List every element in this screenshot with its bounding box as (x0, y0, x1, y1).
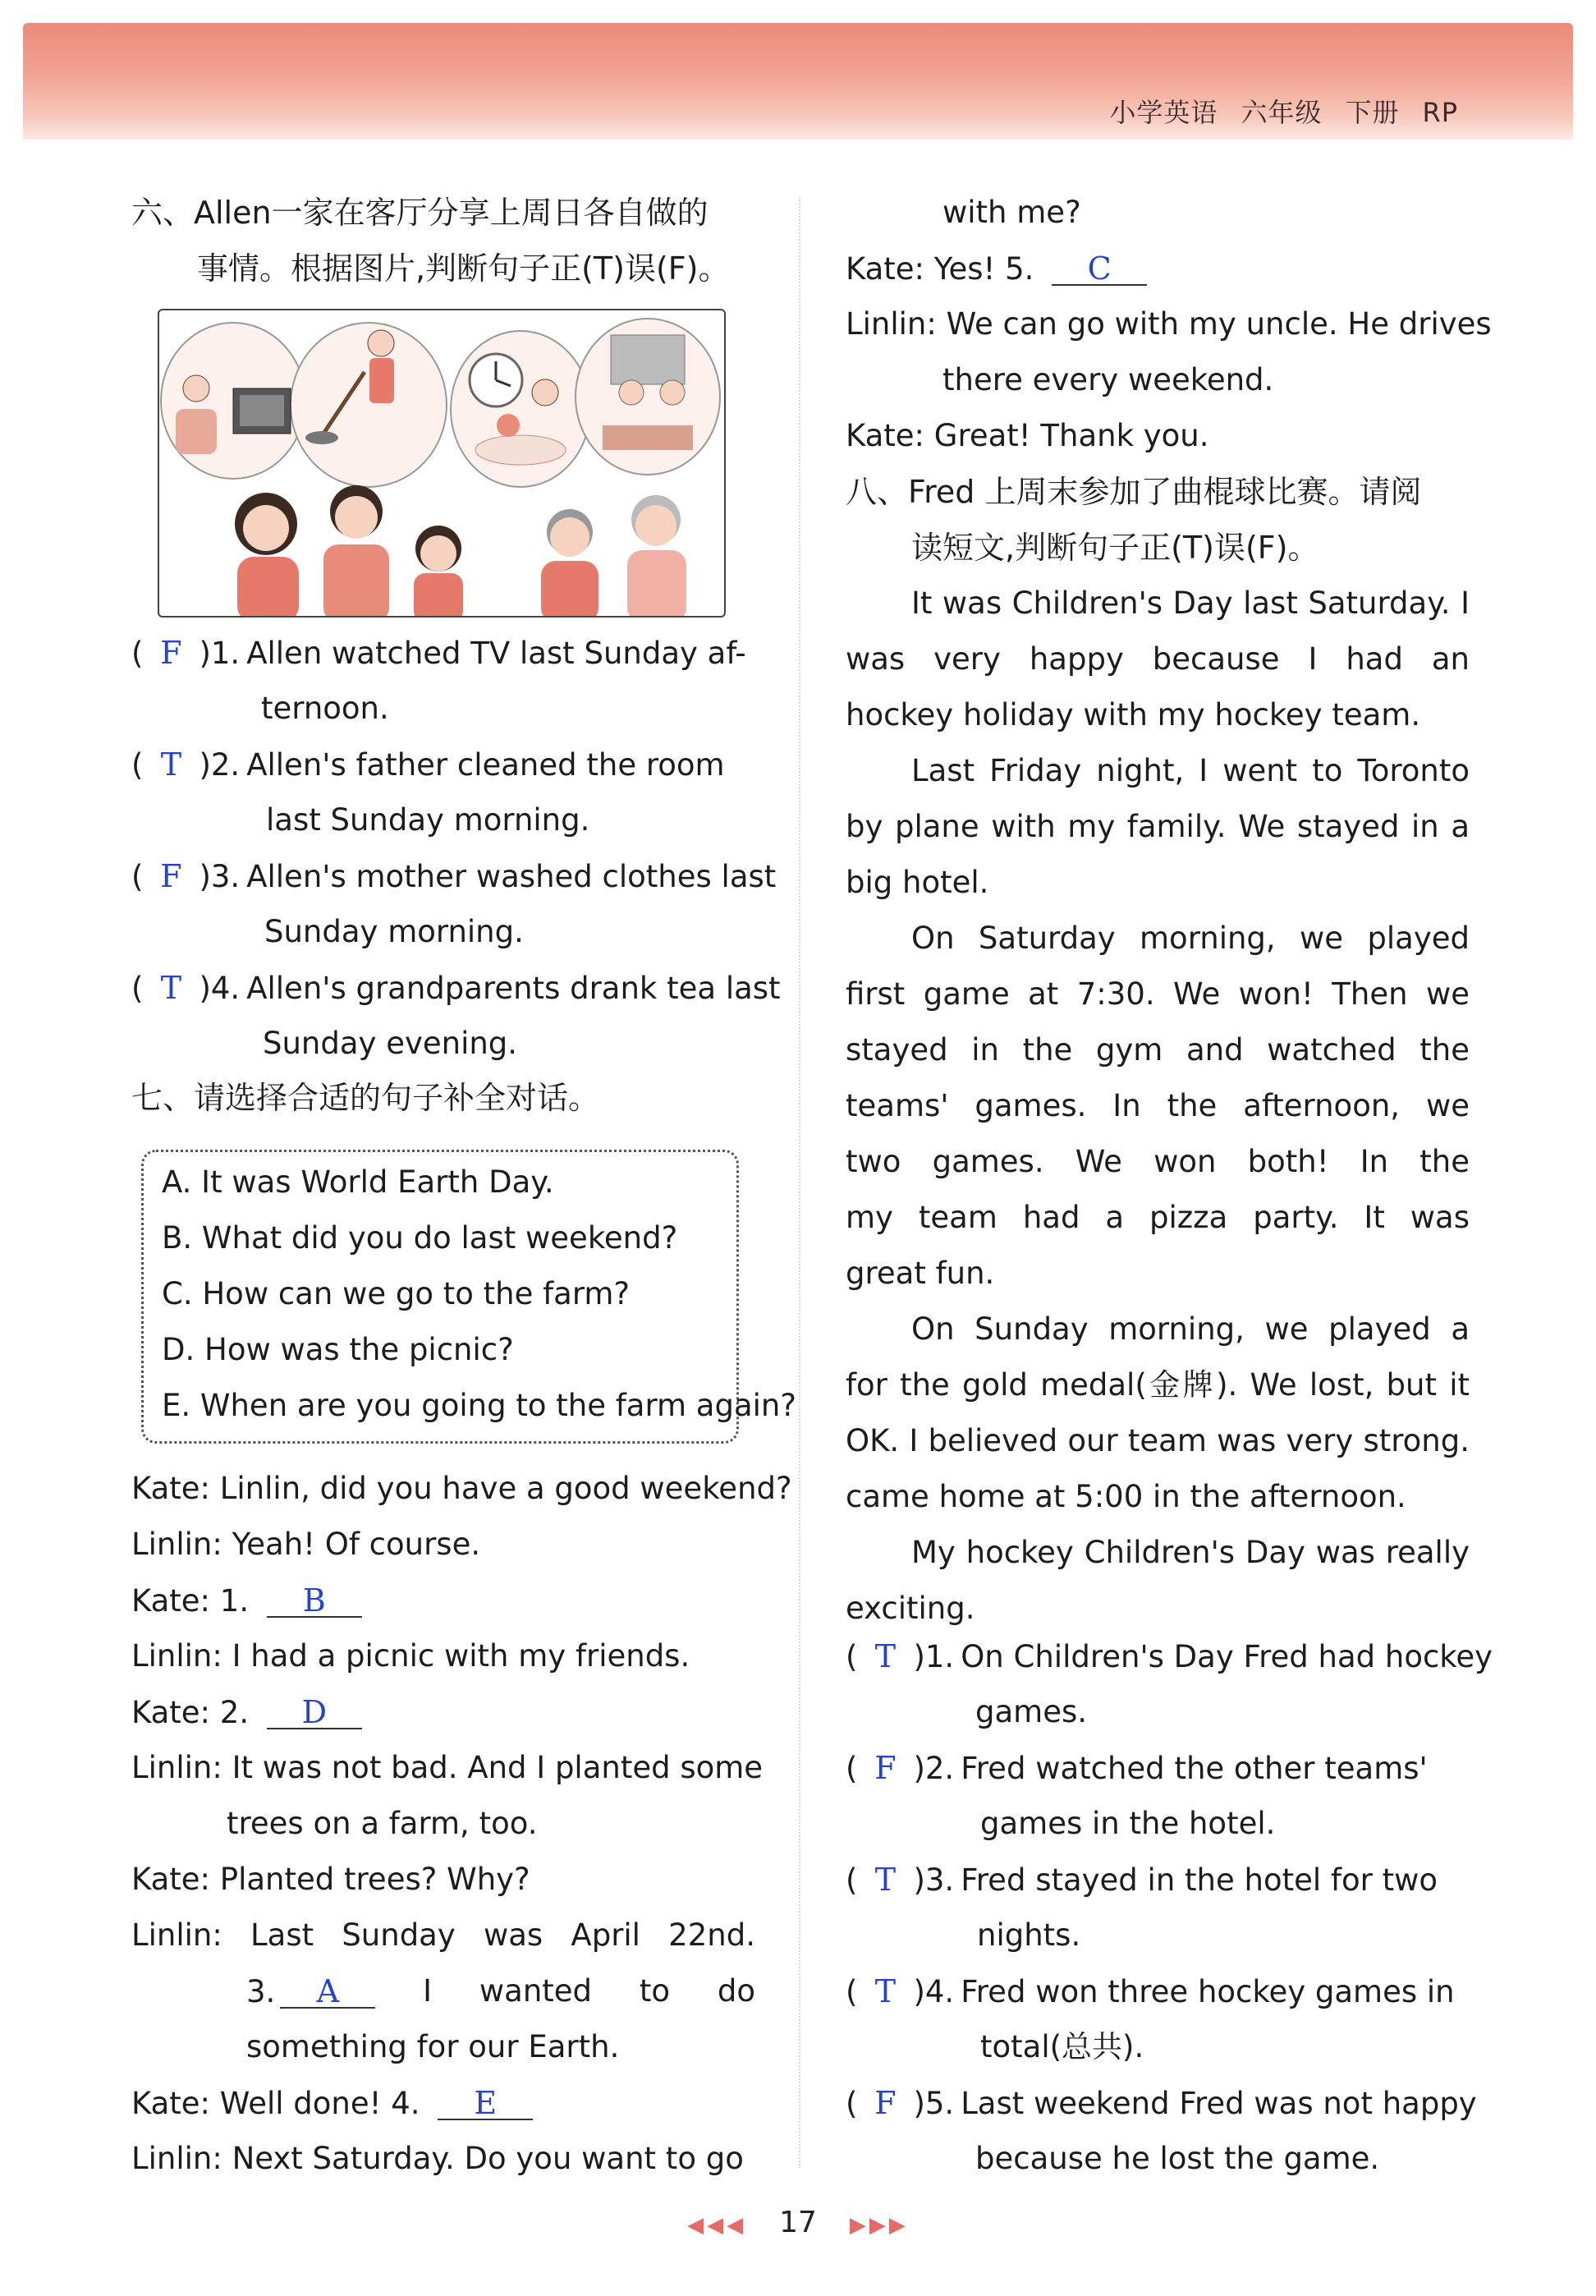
grade-label: 六年级 (1241, 97, 1323, 128)
passage-line: two games. We won both! In the (846, 1144, 1470, 1179)
s6-answer-4: T (160, 970, 182, 1006)
s8-item4-line1: ( T )4. Fred won three hockey games in (846, 1971, 1455, 2013)
passage-line: was very happy because I had an (846, 641, 1470, 677)
s6-answer-3: F (160, 858, 182, 894)
dialogue-line-1: Kate: Linlin, did you have a good weekend? (131, 1471, 792, 1506)
column-divider (799, 197, 800, 2168)
options-box (141, 1150, 797, 1444)
s6-item2-line1: ( T )2. Allen's father cleaned the room (131, 744, 725, 786)
dialogue-line-9: Kate: Well done! 4. E (131, 2082, 533, 2124)
section7-title: 七、请选择合适的句子补全对话。 (131, 1080, 600, 1116)
passage-line: It was Children's Day last Saturday. I (911, 585, 1470, 621)
dialogue-line-2: Linlin: Yeah! Of course. (131, 1527, 481, 1562)
passage-line: My hockey Children's Day was really (911, 1535, 1470, 1570)
option-d: D. How was the picnic? (162, 1332, 514, 1367)
s8-item1-line2: games. (975, 1694, 1088, 1729)
passage-line: On Saturday morning, we played (911, 921, 1470, 956)
dialogue-line-7: Kate: Planted trees? Why? (131, 1862, 530, 1897)
dialogue-line-14: Kate: Great! Thank you. (846, 418, 1209, 453)
s6-item1-line1: ( F )1. Allen watched TV last Sunday af- (131, 632, 746, 674)
dialogue-line-8c: something for our Earth. (246, 2029, 620, 2064)
passage-line: teams' games. In the afternoon, we (846, 1088, 1470, 1123)
option-e: E. When are you going to the farm again? (162, 1388, 797, 1423)
s8-answer-5: F (874, 2085, 897, 2121)
s8-item5-line1: ( F )5. Last weekend Fred was not happy (846, 2082, 1477, 2124)
dialogue-line-4: Linlin: I had a picnic with my friends. (131, 1638, 690, 1674)
passage-line: stayed in the gym and watched the (846, 1032, 1470, 1068)
option-a: A. It was World Earth Day. (162, 1164, 554, 1200)
edition-label: RP (1422, 97, 1458, 128)
s8-item3-line1: ( T )3. Fred stayed in the hotel for two (846, 1859, 1438, 1901)
s6-item2-line2: last Sunday morning. (266, 802, 590, 838)
option-b: B. What did you do last weekend? (162, 1220, 678, 1256)
dialogue-answer-2: D (301, 1694, 328, 1730)
book-info (1086, 92, 1458, 130)
s6-item1-line2: ternoon. (261, 691, 389, 726)
dialogue-line-6b: trees on a farm, too. (227, 1806, 538, 1841)
passage-line: hockey holiday with my hockey team. (846, 697, 1421, 732)
dialogue-line-12: Kate: Yes! 5. C (846, 248, 1147, 290)
prev-arrows-icon: ◀◀◀ (687, 2213, 747, 2238)
dialogue-line-11: with me? (942, 195, 1081, 230)
header-band (23, 23, 1573, 140)
dialogue-answer-3: A (316, 1973, 340, 2009)
s8-item5-line2: because he lost the game. (975, 2141, 1380, 2176)
family-illustration (158, 309, 726, 618)
s6-item4-line2: Sunday evening. (263, 1026, 518, 1061)
passage-line: for the gold medal(金牌). We lost, but it (846, 1367, 1470, 1403)
s8-item2-line2: games in the hotel. (980, 1806, 1276, 1841)
s8-item2-line1: ( F )2. Fred watched the other teams' (846, 1747, 1428, 1789)
s6-answer-1: F (160, 635, 182, 671)
dialogue-answer-4: E (474, 2085, 498, 2121)
s8-item4-line2: total(总共). (980, 2029, 1144, 2064)
passage-line: came home at 5:00 in the afternoon. (846, 1479, 1406, 1514)
s6-item3-line1: ( F )3. Allen's mother washed clothes last (131, 856, 776, 898)
s8-answer-1: T (874, 1638, 897, 1674)
section8-title-line1: 八、Fred 上周末参加了曲棍球比赛。请阅 (846, 474, 1422, 510)
section6-title-line1: 六、Allen一家在客厅分享上周日各自做的 (131, 195, 709, 231)
section8-title-line2: 读短文,判断句子正(T)误(F)。 (911, 530, 1319, 566)
option-c: C. How can we go to the farm? (162, 1276, 631, 1311)
s6-answer-2: T (160, 746, 182, 783)
dialogue-line-5: Kate: 2. D (131, 1692, 362, 1733)
passage-line: OK. I believed our team was very strong. (846, 1423, 1470, 1458)
dialogue-answer-1: B (302, 1582, 326, 1619)
page-number: 17 (779, 2206, 817, 2239)
s8-answer-2: F (874, 1750, 897, 1786)
volume-label: 下册 (1345, 97, 1400, 128)
dialogue-answer-5: C (1087, 250, 1112, 287)
passage-line: great fun. (846, 1256, 995, 1291)
passage-line: by plane with my family. We stayed in a (846, 809, 1470, 844)
s6-item4-line1: ( T )4. Allen's grandparents drank tea last (131, 967, 781, 1009)
subject-label: 小学英语 (1109, 97, 1218, 128)
section6-title-line2: 事情。根据图片,判断句子正(T)误(F)。 (197, 250, 730, 287)
dialogue-line-13b: there every weekend. (942, 362, 1274, 397)
passage-line: first game at 7:30. We won! Then we (846, 976, 1470, 1012)
dialogue-line-8b: 3. A I wanted to do (246, 1971, 755, 2013)
s8-answer-3: T (874, 1862, 897, 1898)
dialogue-line-6a: Linlin: It was not bad. And I planted some (131, 1750, 764, 1785)
dialogue-line-13a: Linlin: We can go with my uncle. He drives (846, 306, 1492, 342)
passage-line: my team had a pizza party. It was (846, 1200, 1470, 1235)
next-arrows-icon: ▶▶▶ (849, 2213, 909, 2238)
page-footer (0, 2206, 1596, 2239)
s6-item3-line2: Sunday morning. (264, 914, 524, 949)
passage-line: big hotel. (846, 865, 989, 900)
s8-item3-line2: nights. (977, 1917, 1081, 1953)
passage-line: Last Friday night, I went to Toronto (911, 753, 1470, 788)
passage-line: exciting. (846, 1591, 975, 1626)
family-scene-svg (159, 310, 724, 616)
s8-item1-line1: ( T )1. On Children's Day Fred had hockey (846, 1636, 1493, 1678)
dialogue-line-8a: Linlin: Last Sunday was April 22nd. (131, 1917, 755, 1953)
s8-answer-4: T (874, 1973, 897, 2009)
dialogue-line-3: Kate: 1. B (131, 1580, 362, 1622)
passage-line: On Sunday morning, we played a (911, 1311, 1470, 1347)
dialogue-line-10: Linlin: Next Saturday. Do you want to go (131, 2141, 744, 2176)
